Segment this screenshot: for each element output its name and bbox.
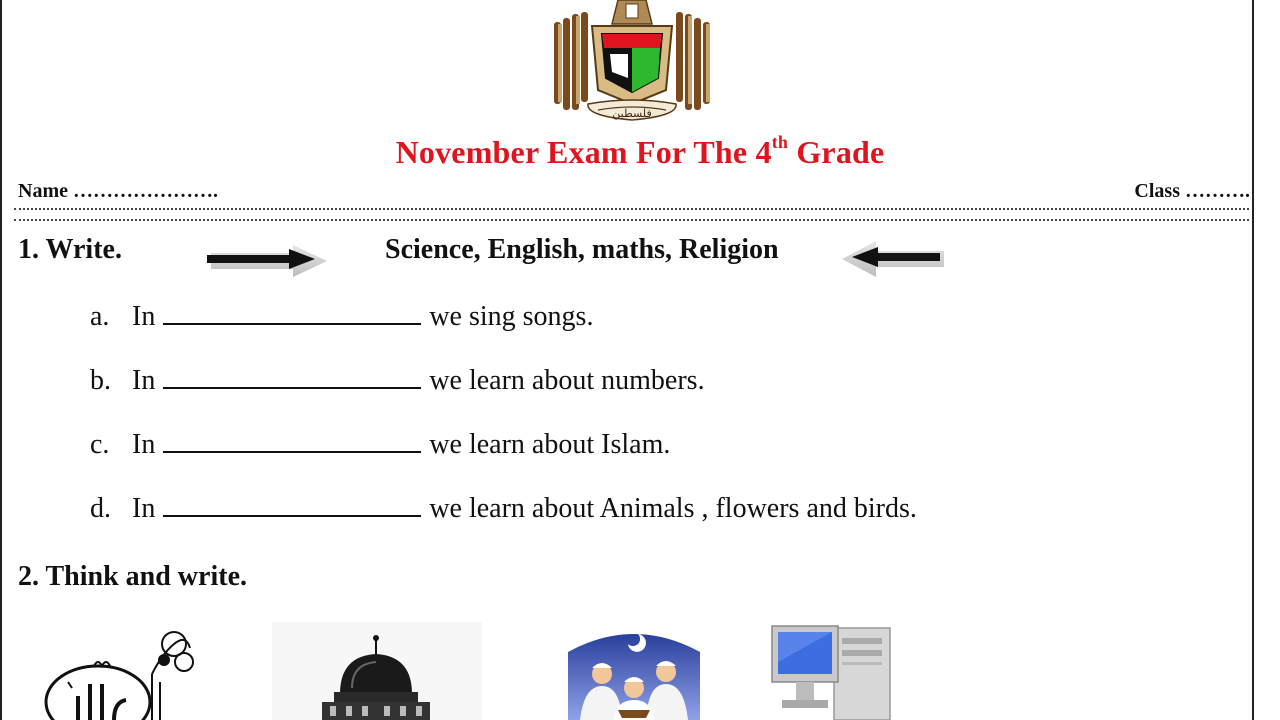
item-suffix: we learn about Animals , flowers and birds. [429,493,917,524]
item-suffix: we learn about numbers. [429,365,705,396]
question-2-heading: 2. Think and write. [18,561,247,592]
title-main: November Exam For The 4 [395,134,772,170]
title-end: Grade [788,134,885,170]
item-prefix: In [132,301,156,332]
question-1b [90,363,705,397]
question-1-heading: 1. Write. [18,234,122,265]
arrow-right-icon [205,243,330,279]
dome-of-the-rock-icon [272,622,482,720]
item-letter: b. [90,365,111,396]
arrow-left-icon [840,237,945,279]
item-prefix: In [132,365,156,396]
item-letter: a. [90,301,110,332]
title-ordinal: th [771,132,789,152]
answer-blank[interactable] [163,363,421,389]
palestine-eagle-emblem-icon [548,0,716,132]
children-reading-quran-icon [558,622,710,720]
answer-blank[interactable] [163,427,421,453]
item-prefix: In [132,429,156,460]
item-suffix: we sing songs. [429,301,594,332]
class-field[interactable]: Class ………. [1134,180,1250,202]
question-1d [90,491,917,525]
header-divider [14,208,1249,221]
item-suffix: we learn about Islam. [429,429,671,460]
item-letter: d. [90,493,111,524]
desktop-computer-icon [768,622,894,720]
name-field[interactable]: Name …………………. [18,180,218,202]
question-1c [90,427,670,461]
answer-blank[interactable] [163,299,421,325]
word-bank: Science, English, maths, Religion [385,234,779,265]
answer-blank[interactable] [163,491,421,517]
item-prefix: In [132,493,156,524]
exam-title [0,134,1280,171]
allah-calligraphy-icon [34,622,194,720]
emblem-caption: فلسطين [612,107,652,120]
item-letter: c. [90,429,110,460]
question-1a [90,299,593,333]
